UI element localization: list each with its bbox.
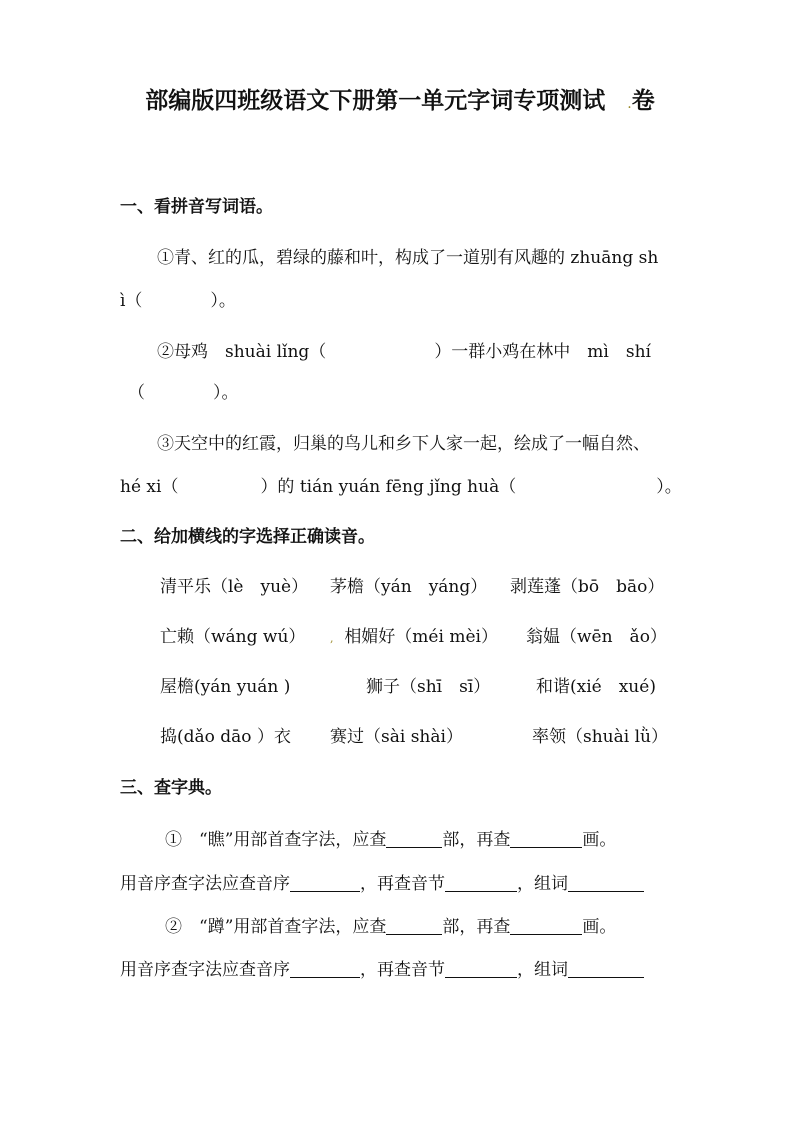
dict-q2-line1 (165, 912, 616, 937)
q1-line2: ì（ ）。 (120, 291, 236, 311)
pinyin-item-row2 (330, 622, 498, 647)
q2-line1 (157, 337, 651, 362)
q1-line1: ①青、红的瓜，碧绿的藤和叶，构成了一道别有风趣的 zhuāng sh (157, 248, 659, 268)
answer-blank[interactable] (386, 830, 442, 848)
pinyin-item: 屋檐(yán yuán ) (160, 677, 291, 697)
pinyin-item: 翁媪（wēn ǎo） (526, 627, 667, 647)
pinyin-item: 赛过（sài shài） (330, 727, 463, 747)
pinyin-item: 茅檐（yán yáng） (330, 577, 488, 597)
q3-line1: ③天空中的红霞，归巢的鸟儿和乡下人家一起，绘成了一幅自然、 (157, 434, 650, 454)
dict-q2-text-b: 部，再查 (442, 917, 511, 937)
section-3-heading: 三、查字典。 (120, 778, 222, 798)
pinyin-item: 亡赖（wáng wú） (160, 627, 306, 647)
answer-blank[interactable] (445, 960, 517, 978)
pinyin-item: 捣(dǎo dāo ）衣 (160, 727, 291, 747)
answer-blank[interactable] (568, 960, 644, 978)
page-title (0, 82, 800, 115)
q3-line2 (120, 472, 682, 497)
stray-mark: , (330, 632, 334, 645)
order-text-b: ，再查音节 (360, 874, 445, 894)
dict-q1-text-a: ① “瞧”用部首查字法，应查 (165, 830, 387, 850)
answer-blank[interactable] (445, 874, 517, 892)
dict-q1-line2 (120, 869, 644, 894)
order-text-c: ，组词 (517, 960, 568, 980)
order-text-b: ，再查音节 (360, 960, 445, 980)
dict-q2-line2 (120, 955, 644, 980)
pinyin-item: 和谐(xié xué) (536, 677, 656, 697)
q3-text-a: hé xi（ (120, 477, 179, 497)
q2-text-a: ②母鸡 shuài lǐng（ (157, 342, 327, 362)
order-text-c: ，组词 (517, 874, 568, 894)
dict-q1-text-c: 画。 (582, 830, 617, 850)
pinyin-item: 率领（shuài lǜ） (532, 727, 668, 747)
answer-blank[interactable] (510, 917, 582, 935)
answer-blank[interactable] (568, 874, 644, 892)
answer-blank[interactable] (510, 830, 582, 848)
pinyin-item: 狮子（shī sī） (366, 677, 491, 697)
dict-q1-text-b: 部，再查 (442, 830, 511, 850)
answer-blank[interactable] (386, 917, 442, 935)
pinyin-item: 相媚好（méi mèi） (344, 627, 498, 647)
section-1-heading: 一、看拼音写词语。 (120, 197, 273, 217)
q2-text-b: ）一群小鸡在林中 mì shí (434, 342, 651, 362)
dict-q1-line1 (165, 825, 616, 850)
order-text-a: 用音序查字法应查音序 (120, 960, 290, 980)
dict-q2-text-c: 画。 (582, 917, 617, 937)
stray-mark: . (627, 96, 632, 112)
q2-line2: （ ）。 (128, 383, 239, 403)
q3-text-b: ）的 tián yuán fēng jǐng huà（ (260, 477, 517, 497)
dict-q2-text-a: ② “蹲”用部首查字法，应查 (165, 917, 387, 937)
q3-text-c: ）。 (656, 477, 682, 497)
pinyin-item: 剥莲蓬（bō bāo） (510, 577, 665, 597)
answer-blank[interactable] (290, 874, 360, 892)
pinyin-item: 清平乐（lè yuè） (160, 577, 309, 597)
order-text-a: 用音序查字法应查音序 (120, 874, 290, 894)
title-text: 部编版四班级语文下册第一单元字词专项测试 (145, 87, 606, 114)
section-2-heading: 二、给加横线的字选择正确读音。 (120, 527, 375, 547)
title-suffix: 卷 (631, 87, 655, 114)
answer-blank[interactable] (290, 960, 360, 978)
